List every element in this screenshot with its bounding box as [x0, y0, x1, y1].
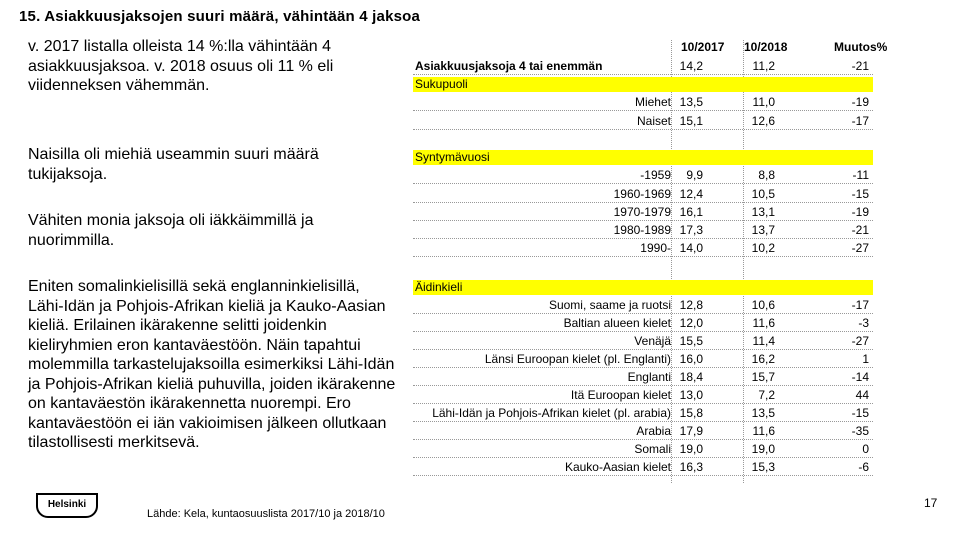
cell-2018: 11,0	[752, 95, 775, 109]
cell-change: 1	[862, 352, 869, 366]
row-label: Suomi, saame ja ruotsi	[548, 298, 671, 312]
table-row	[413, 316, 873, 331]
cell-change: 0	[862, 442, 869, 456]
cell-change: -21	[851, 59, 869, 73]
cell-2017: 18,4	[679, 370, 703, 384]
cell-change: -3	[858, 316, 869, 330]
row-divider	[413, 475, 873, 476]
cell-2017: 15,1	[679, 114, 703, 128]
row-divider	[413, 331, 873, 332]
row-label: Asiakkuusjaksoja 4 tai enemmän	[415, 59, 603, 73]
row-label: Äidinkieli	[415, 280, 463, 294]
table-row	[413, 406, 873, 421]
cell-2018: 13,5	[751, 406, 775, 420]
row-label: Syntymävuosi	[415, 150, 490, 164]
cell-2018: 11,6	[752, 424, 775, 438]
table-row	[413, 442, 873, 457]
row-label: Somali	[634, 442, 671, 456]
cell-2017: 13,5	[679, 95, 703, 109]
page-number: 17	[924, 496, 938, 510]
cell-2017: 16,1	[679, 205, 703, 219]
cell-change: -19	[851, 205, 869, 219]
cell-change: -35	[851, 424, 869, 438]
row-divider	[413, 439, 873, 440]
paragraph-gender: Naisilla oli miehiä useammin suuri määrä tukijaksoja.	[28, 146, 319, 183]
cell-change: -6	[858, 460, 869, 474]
cell-change: -17	[851, 298, 869, 312]
row-label: Lähi-Idän ja Pohjois-Afrikan kielet (pl. arabia)	[432, 406, 671, 420]
row-divider	[413, 403, 873, 404]
table-row	[413, 370, 873, 385]
paragraph-overall: v. 2017 listalla olleista 14 %:lla vähintään 4 asiakkuusjaksoa. v. 2018 osuus oli 11 % eli viidenneksen vähemmän.	[28, 38, 334, 94]
table-row	[413, 59, 873, 74]
column-header-2018: 10/2018	[744, 40, 788, 54]
table-row	[413, 114, 873, 129]
row-divider	[413, 202, 873, 203]
cell-change: -21	[851, 223, 869, 237]
cell-change: -15	[851, 406, 869, 420]
source-note: Lähde: Kela, kuntaosuuslista 2017/10 ja 2018/10	[147, 508, 385, 520]
column-header-change: Muutos%	[834, 40, 888, 54]
cell-2017: 14,2	[679, 59, 703, 73]
cell-change: -15	[851, 187, 869, 201]
row-label: 1960-1969	[613, 187, 671, 201]
cell-2018: 19,0	[751, 442, 775, 456]
table-row	[413, 460, 873, 475]
cell-2018: 10,2	[751, 241, 775, 255]
row-divider	[413, 129, 873, 130]
row-divider	[413, 220, 873, 221]
table-row	[413, 223, 873, 238]
cell-2017: 15,8	[679, 406, 703, 420]
cell-change: 44	[855, 388, 869, 402]
cell-change: -27	[851, 334, 869, 348]
row-label: -1959	[640, 168, 671, 182]
cell-2018: 13,7	[751, 223, 775, 237]
cell-2018: 8,8	[758, 168, 775, 182]
page-title: 15. Asiakkuusjaksojen suuri määrä, vähintään 4 jaksoa	[19, 8, 421, 25]
row-divider	[413, 256, 873, 257]
helsinki-logo: Helsinki	[36, 493, 98, 518]
cell-2017: 16,0	[679, 352, 703, 366]
row-label: Miehet	[634, 95, 671, 109]
cell-2017: 17,3	[679, 223, 703, 237]
row-label: Arabia	[636, 424, 671, 438]
cell-2018: 10,5	[751, 187, 775, 201]
row-divider	[413, 349, 873, 350]
table-row	[413, 95, 873, 110]
row-label: Venäjä	[634, 334, 671, 348]
row-label: 1990-	[640, 241, 671, 255]
column-header-2017: 10/2017	[681, 40, 725, 54]
row-label: 1980-1989	[613, 223, 671, 237]
row-divider	[413, 110, 873, 111]
row-divider	[413, 238, 873, 239]
table-row	[413, 424, 873, 439]
row-label: Itä Euroopan kielet	[570, 388, 671, 402]
section-header-row	[413, 150, 873, 165]
table-row	[413, 352, 873, 367]
table-row	[413, 334, 873, 349]
cell-2018: 16,2	[751, 352, 775, 366]
row-divider	[413, 457, 873, 458]
table-row	[413, 187, 873, 202]
row-label: Sukupuoli	[415, 77, 468, 91]
cell-2017: 19,0	[679, 442, 703, 456]
section-header-row	[413, 77, 873, 92]
section-header-row	[413, 280, 873, 295]
row-divider	[413, 421, 873, 422]
cell-2018: 10,6	[751, 298, 775, 312]
cell-2018: 11,2	[752, 59, 775, 73]
cell-change: -27	[851, 241, 869, 255]
cell-2017: 9,9	[686, 168, 703, 182]
cell-2018: 15,7	[751, 370, 775, 384]
table-row	[413, 298, 873, 313]
table-row	[413, 205, 873, 220]
cell-2017: 12,8	[679, 298, 703, 312]
cell-2017: 16,3	[679, 460, 703, 474]
row-label: Naiset	[636, 114, 671, 128]
paragraph-age: Vähiten monia jaksoja oli iäkkäimmillä ja nuorimmilla.	[28, 212, 314, 249]
table-row	[413, 241, 873, 256]
cell-change: -11	[852, 168, 869, 182]
row-label: Länsi Euroopan kielet (pl. Englanti)	[484, 352, 671, 366]
cell-change: -17	[851, 114, 869, 128]
cell-2017: 12,4	[679, 187, 703, 201]
cell-2017: 12,0	[679, 316, 703, 330]
cell-2018: 12,6	[751, 114, 775, 128]
cell-change: -14	[851, 370, 869, 384]
cell-2018: 13,1	[751, 205, 775, 219]
row-divider	[413, 385, 873, 386]
cell-2017: 13,0	[679, 388, 703, 402]
row-label: Baltian alueen kielet	[563, 316, 671, 330]
cell-2017: 14,0	[679, 241, 703, 255]
cell-2017: 15,5	[679, 334, 703, 348]
row-divider	[413, 367, 873, 368]
row-divider	[413, 183, 873, 184]
paragraph-language: Eniten somalinkielisillä sekä englanninkielisillä, Lähi-Idän ja Pohjois-Afrikan kieliä ja Kauko-Aasian kieliä. Erilainen ikärakenne selitti joidenkin kieliryhmien eron kantaväestöön. Näin tapahtui molemmilla tarkastelujaksoilla esimerkiksi Lähi-Idän ja Pohjois-Afrikan kieliä puhuvilla, joiden ikärakenne on kantaväestön ikärakennetta nuorempi. Ero kantaväestöön ei iän vakioimisen jälkeen ollutkaan tilastollisesti merkitsevä.	[28, 278, 396, 451]
row-label: 1970-1979	[613, 205, 671, 219]
cell-2018: 11,4	[752, 334, 775, 348]
cell-2018: 15,3	[751, 460, 775, 474]
cell-change: -19	[851, 95, 869, 109]
cell-2018: 7,2	[758, 388, 775, 402]
table-row	[413, 168, 873, 183]
row-label: Englanti	[627, 370, 671, 384]
cell-2018: 11,6	[752, 316, 775, 330]
table-row	[413, 388, 873, 403]
row-divider	[413, 74, 873, 75]
cell-2017: 17,9	[679, 424, 703, 438]
row-divider	[413, 313, 873, 314]
row-label: Kauko-Aasian kielet	[564, 460, 671, 474]
